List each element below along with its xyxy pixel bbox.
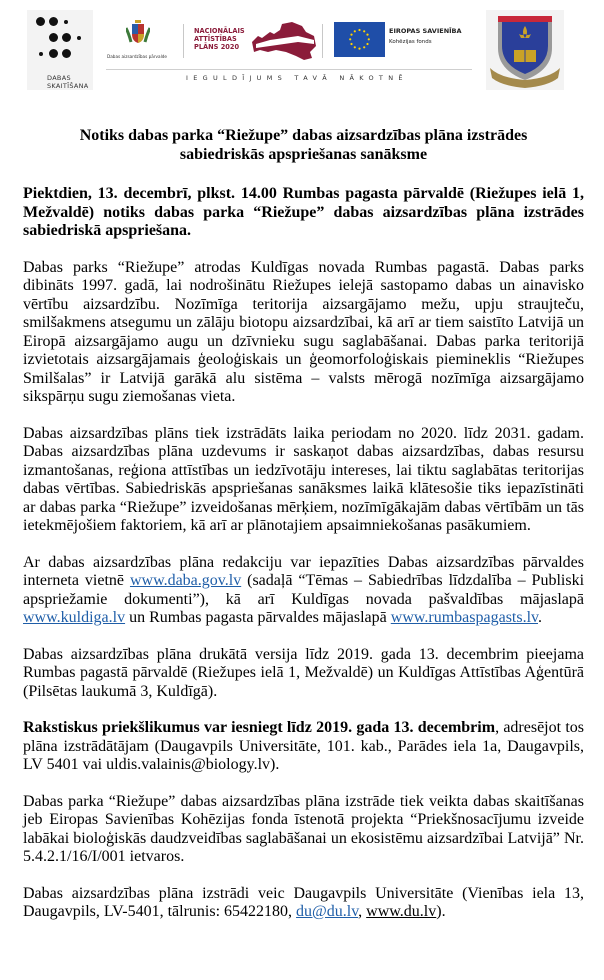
text: (sadaļā “Tēmas – Sabiedrības līdzdalība – Publiski apspriežamie dokumenti”), kā arī Kuldīgas novada pašvaldības mājaslapā — [23, 572, 585, 608]
title-line-2: sabiedriskās apspriešanas sanāksme — [179, 145, 428, 163]
divider — [322, 24, 323, 58]
paragraph-project-info: Dabas parka “Riežupe” dabas aizsardzības plāna izstrāde tiek veikta dabas skaitīšanas jeb Eiropas Savienības Kohēzijas fonda īstenotā projekta “Priekšnosacījumu izveide labākai bioloģiskās daudzveidības saglabāšanai un ekosistēmu aizsardzībai Latvijā” Nr. 5.4.2.1/16/I/001 ietvaros. — [23, 792, 584, 865]
eu-title: EIROPAS SAVIENĪBA — [389, 27, 462, 35]
university-crest-icon — [486, 10, 564, 90]
paragraph-plan-period: Dabas aizsardzības plāns tiek izstrādāts laika periodam no 2020. līdz 2031. gadam. Dabas aizsardzības plāna uzdevums ir saskaņot dabas aizsardzības, dabas resursu izmantošanas, reģiona attīstības un iedzīvotāju intereses, lai tiktu saglabātas teritorijas dabas vērtības. Sabiedriskās apspriešanas sanāksmes laikā klātesošie tiks iepazīstināti ar dabas parka “Riežupe” izveidošanas mērķiem, nozīmīgākajām dabas vērtībām un tās ietekmējošiem faktoriem, kā arī ar plānotajiem apsaimniekošanas pasākumiem. — [23, 424, 584, 534]
dap-logo-label: Dabas aizsardzības pārvalde — [107, 54, 167, 59]
dabas-skaitisana-logo — [27, 10, 93, 90]
announcement-document — [23, 127, 584, 940]
nap-logo-text — [194, 27, 245, 51]
slogan: IEGULDĪJUMS TAVĀ NĀKOTNĒ — [186, 74, 408, 82]
paragraph-park-description: Dabas parks “Riežupe” atrodas Kuldīgas novada Rumbas pagastā. Dabas parks dibināts 1997. gadā, lai nodrošinātu Riežupes ielejā sastopamo dabas un ainavisko vērtību aizsardzību. Nozīmīga teritorija aizsargājamo mežu, upju straujteču, smilšakmens atsegumu un zālāju biotopu aizsardzībai, kā arī ar tiem saistīto Latvijā un Eiropā aizsargājamo augu un dzīvnieku sugu saglabāšanai. Dabas parka teritorijā izvietotais aizsargājamais ģeoloģiskais un ģeomorfoloģiskais piemineklis “Riežupes Smilšalas” ir Latvijā garākā alu sistēma – valsts mērogā nozīmīga aizsargājamo sikspārņu sugu ziemošanas vieta. — [23, 258, 584, 405]
text: Ar dabas aizsardzības plāna redakciju var iepazīties Dabas aizsardzības pārvaldes interneta vietnē — [23, 553, 584, 589]
lead-paragraph: Piektdien, 13. decembrī, plkst. 14.00 Rumbas pagasta pārvaldē (Riežupes ielā 1, Mežvaldē) notiks dabas parka “Riežupe” dabas aizsardzības plāna izstrādes sabiedriskā apspriešana. — [23, 185, 584, 239]
divider — [183, 24, 184, 58]
link-rumbaspagasts[interactable]: www.rumbaspagasts.lv — [390, 609, 538, 626]
title-line-1: Notiks dabas parka “Riežupe” dabas aizsardzības plāna izstrādes — [79, 127, 528, 144]
eu-flag-icon — [334, 22, 385, 57]
logo-header — [0, 0, 604, 100]
eu-logo-text — [389, 27, 462, 45]
link-daba-gov[interactable]: www.daba.gov.lv — [129, 572, 242, 589]
daugavpils-university-crest — [486, 10, 564, 90]
paragraph-written-proposals — [23, 719, 584, 775]
eu-subtitle: Kohēzijas fonds — [389, 39, 432, 45]
ds-logo-line2: SKAITĪŠANA — [47, 82, 89, 90]
text: Dabas aizsardzības plāna izstrādi veic Daugavpils Universitāte (Vienības iela 13, Daugavpils, LV-5401, tālrunis: 65422180, — [23, 884, 584, 920]
page-title — [23, 127, 584, 164]
header-rule — [106, 69, 472, 70]
paragraph-plan-access — [23, 554, 584, 628]
nap-line3: PLĀNS 2020 — [194, 43, 240, 51]
text: ). — [436, 903, 446, 920]
text: . — [538, 609, 542, 626]
text: , — [358, 903, 367, 920]
nap-line2: ATTĪSTĪBAS — [194, 35, 237, 43]
paragraph-developer-contact — [23, 885, 584, 922]
text: , adresējot tos plāna izstrādātājam (Daugavpils Universitāte, 101. kab., Parādes iela 1a, Daugavpils, LV 5401 vai uldis.valainis@biology.lv). — [23, 719, 585, 773]
latvia-coat-of-arms-icon — [126, 20, 150, 46]
link-kuldiga[interactable]: www.kuldiga.lv — [23, 609, 126, 626]
latvia-map-icon — [250, 22, 316, 60]
link-email-du[interactable]: du@du.lv — [296, 903, 359, 920]
text: un Rumbas pagasta pārvaldes mājaslapā — [125, 609, 391, 626]
proposals-deadline: Rakstiskus priekšlikumus var iesniegt līdz 2019. gada 13. decembrim — [23, 719, 496, 736]
ds-logo-line1: DABAS — [47, 74, 71, 82]
paragraph-printed-version: Dabas aizsardzības plāna drukātā versija līdz 2019. gada 13. decembrim pieejama Rumbas pagastā pārvaldē (Riežupes ielā 1, Mežvaldē) un Kuldīgas Attīstības Aģentūrā (Pilsētas laukumā 3, Kuldīgā). — [23, 645, 584, 700]
link-du-website[interactable]: www.du.lv — [366, 903, 437, 920]
nap-line1: NACIONĀLAIS — [194, 27, 245, 35]
